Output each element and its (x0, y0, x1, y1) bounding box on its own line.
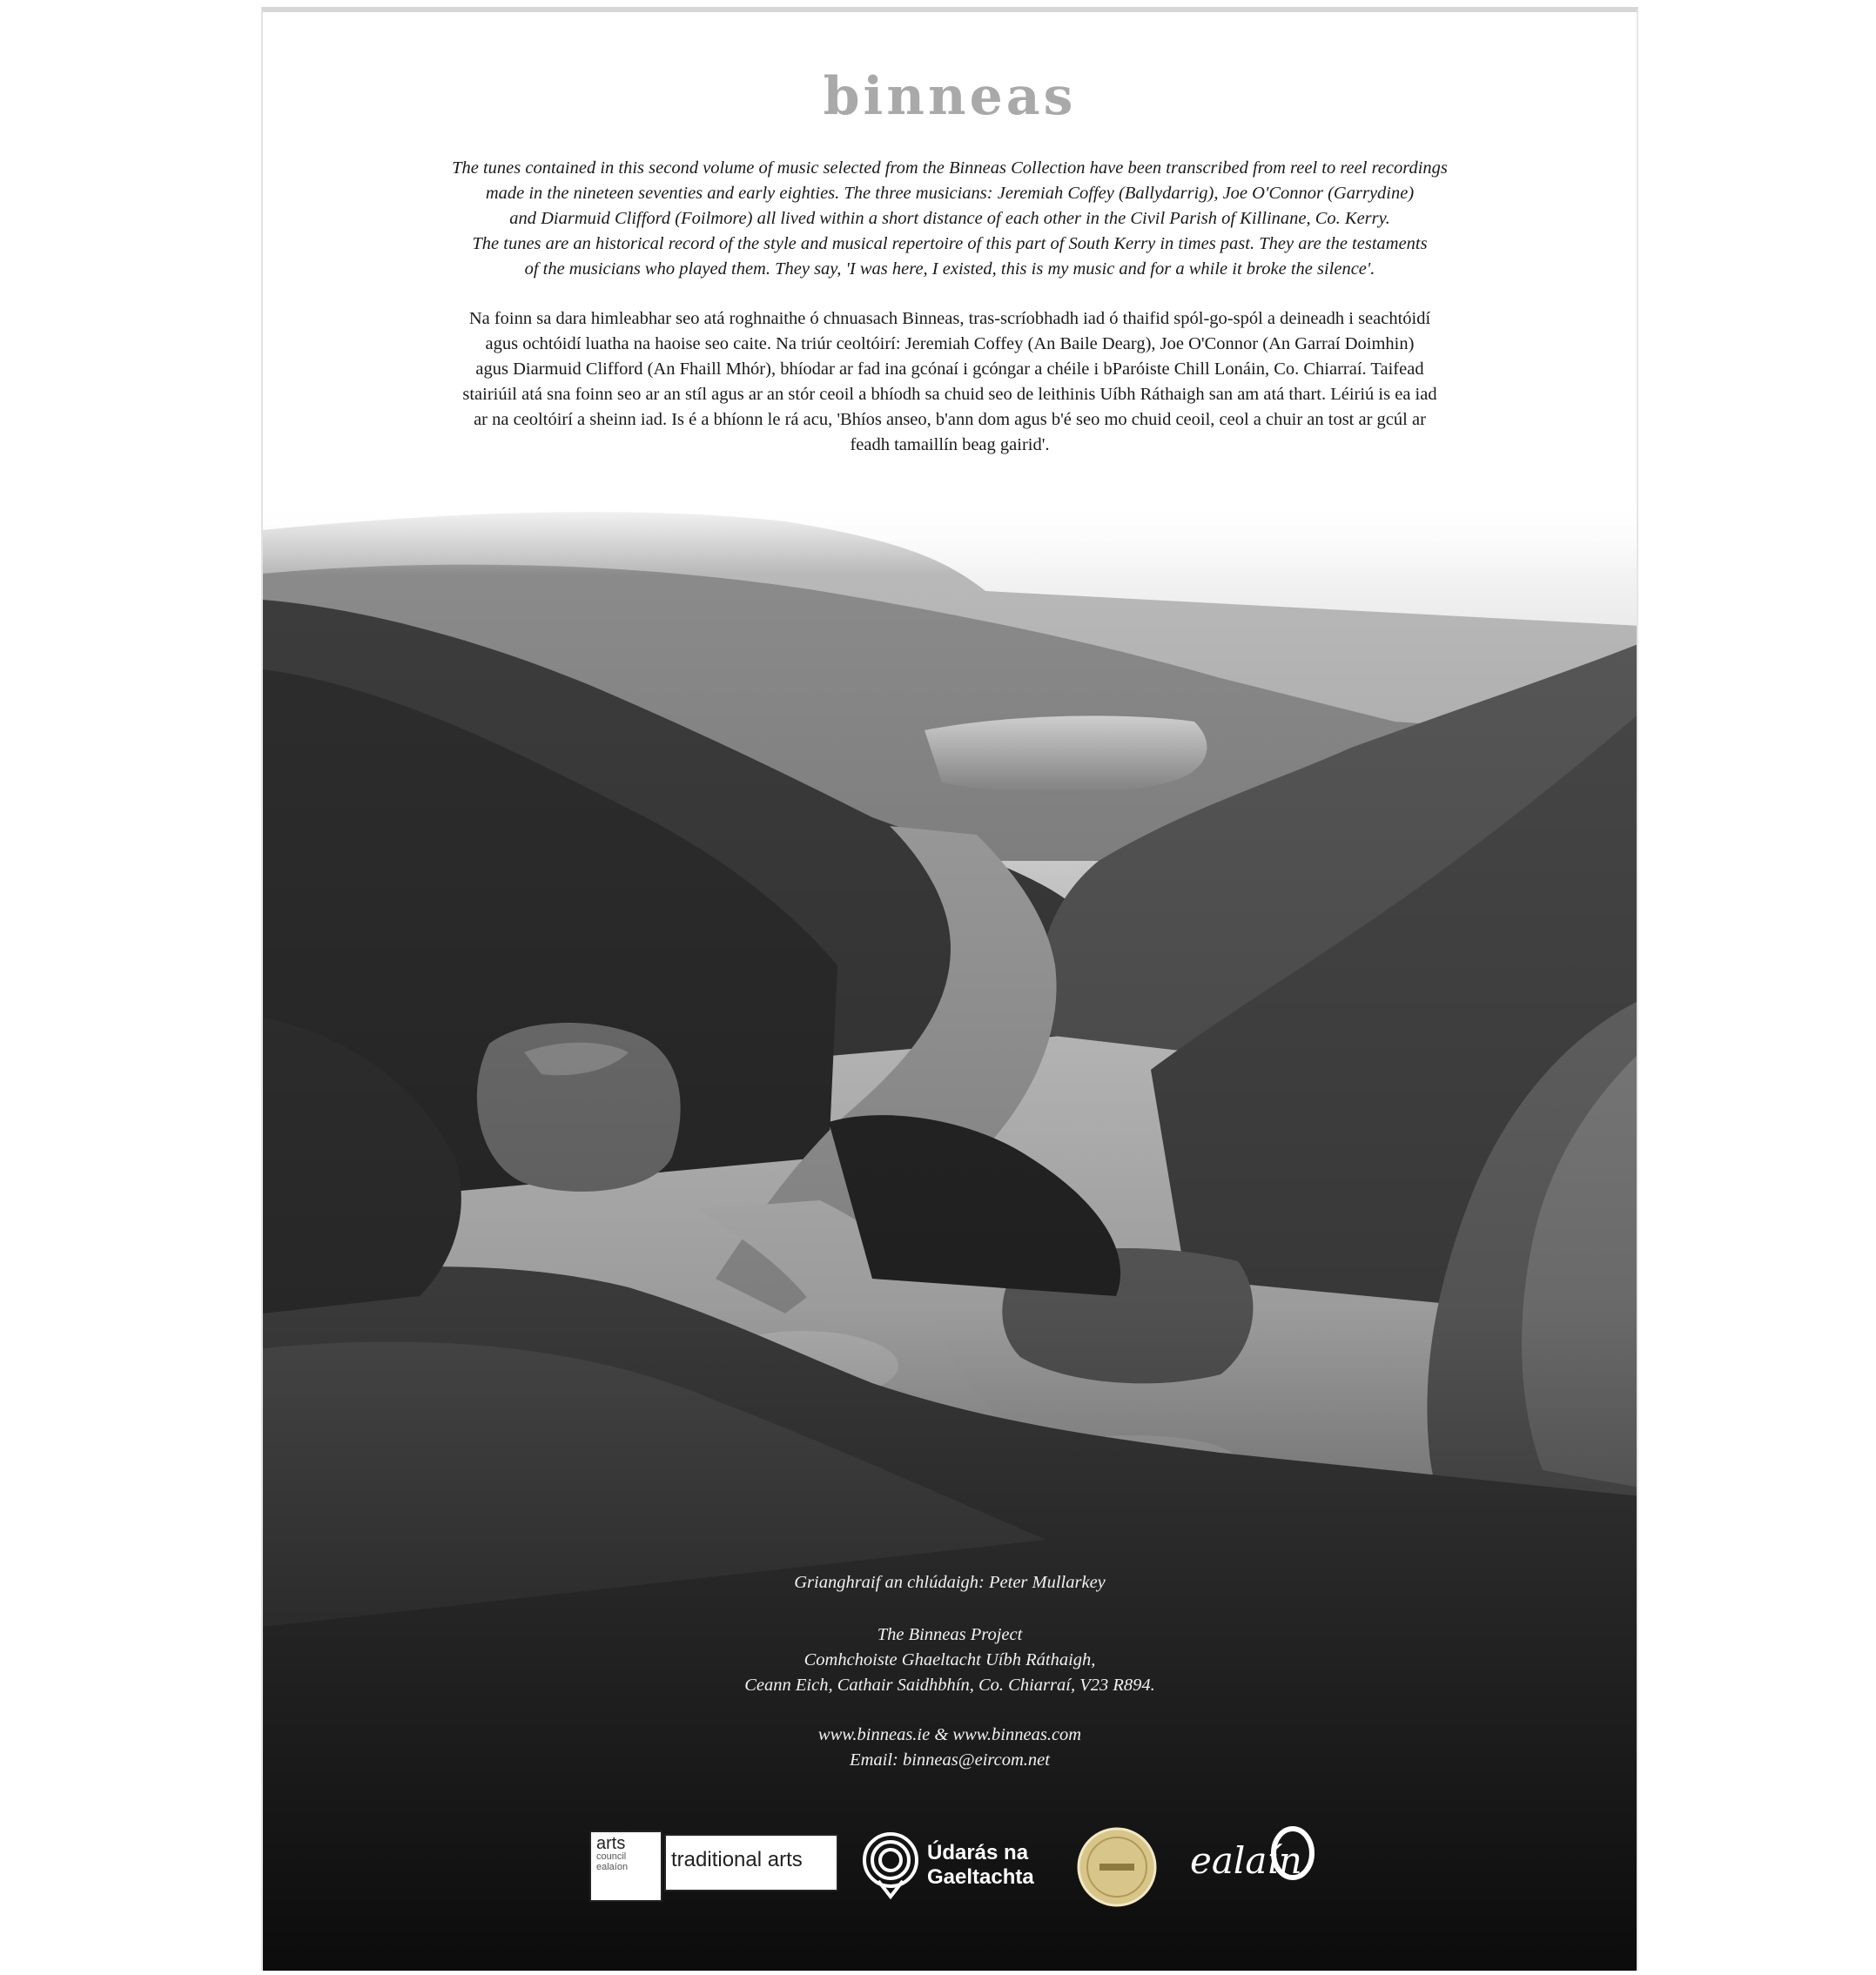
project-name: The Binneas Project (877, 1625, 1023, 1644)
sponsor-logos (589, 1818, 1321, 1914)
arts-council-logo (589, 1831, 662, 1902)
ealain-circle-icon (1268, 1820, 1317, 1887)
website-links: www.binneas.ie & www.binneas.com (817, 1725, 1082, 1744)
udaras-line-2: Gaeltachta (927, 1865, 1034, 1889)
address-line: Comhchoiste Ghaeltacht Uíbh Ráthaigh, (804, 1650, 1096, 1669)
english-line: made in the nineteen seventies and early eighties. The three musicians: Jeremiah Coffey (Ballydarrig), Joe O'Connor (Garrydine) (485, 184, 1415, 203)
irish-line: agus Diarmuid Clifford (An Fhaill Mhór), bhíodar ar fad ina gcónaí i gcóngar a chéile i bParóiste Chill Lonáin, Co. Chiarraí. Taifead (475, 359, 1424, 379)
english-line: of the musicians who played them. They say, 'I was here, I existed, this is my music and for a while it broke the silence'. (524, 259, 1375, 279)
irish-line: stairiúil atá sna foinn seo ar an stíl agus ar an stór ceoil a bhíodh sa chuid seo de leithinis Uíbh Ráthaigh san am atá thart. Léiriú is ea iad (462, 385, 1437, 404)
photo-credit-text: Grianghraif an chlúdaigh: Peter Mullarkey (794, 1573, 1106, 1592)
arts-council-sub-irish: ealaíon (596, 1862, 629, 1872)
photo-credit (263, 1570, 1637, 1595)
irish-line: Na foinn sa dara himleabhar seo atá roghnaithe ó chnuasach Binneas, tras-scríobhadh iad ó thaifid spól-go-spól a deineadh i seachtóidí (468, 309, 1431, 328)
contact-info (263, 1723, 1637, 1773)
irish-paragraph (359, 306, 1541, 458)
project-address (263, 1622, 1637, 1698)
address-line: Ceann Eich, Cathair Saidhbhín, Co. Chiarraí, V23 R894. (744, 1676, 1155, 1695)
udaras-logo-text (927, 1841, 1034, 1890)
arts-council-sub: council (596, 1851, 627, 1862)
gold-seal-icon (1077, 1827, 1157, 1911)
arts-council-word: arts (596, 1834, 626, 1853)
brand-title: binneas (823, 66, 1077, 127)
book-back-cover (261, 7, 1638, 1971)
irish-line: ar na ceoltóirí a sheinn iad. Is é a bhíonn le rá acu, 'Bhíos anseo, b'ann dom agus b'é seo mo chuid ceoil, ceol a chuir an tost ar gcúl ar (474, 410, 1426, 429)
udaras-line-1: Údarás na (927, 1841, 1029, 1864)
traditional-arts-logo: traditional arts (664, 1834, 838, 1891)
english-paragraph (359, 156, 1541, 282)
english-line: and Diarmuid Clifford (Foilmore) all lived within a short distance of each other in the Civil Parish of Killinane, Co. Kerry. (509, 209, 1390, 228)
ealain-logo: ealaín (1190, 1839, 1302, 1882)
english-line: The tunes contained in this second volume of music selected from the Binneas Collection have been transcribed from reel to reel recordings (452, 158, 1448, 178)
english-line: The tunes are an historical record of the style and musical repertoire of this part of South Kerry in times past. They are the testaments (472, 234, 1428, 253)
irish-line: feadh tamaillín beag gairid'. (850, 435, 1050, 454)
irish-line: agus ochtóidí luatha na haoise seo caite. Na triúr ceoltóirí: Jeremiah Coffey (An Baile Dearg), Joe O'Connor (An Garraí Doimhin) (485, 334, 1415, 353)
email-address: Email: binneas@eircom.net (850, 1750, 1050, 1770)
udaras-emblem-icon (859, 1831, 922, 1904)
